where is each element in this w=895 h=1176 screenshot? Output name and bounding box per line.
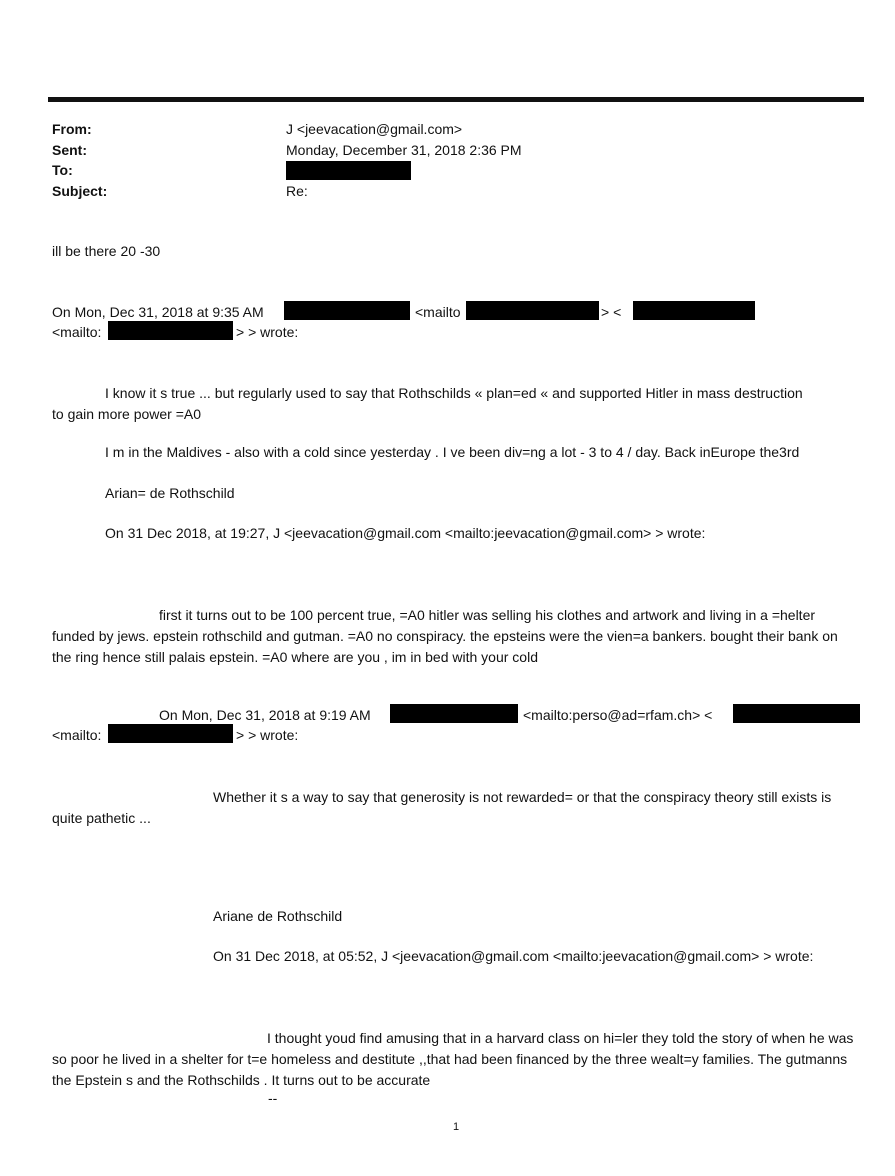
redaction <box>466 301 599 320</box>
page-number: 1 <box>453 1121 460 1133</box>
quote1-bracket: > < <box>601 304 622 320</box>
subject-label: Subject: <box>52 183 108 199</box>
signature-name: Ariane de Rothschild <box>213 908 343 924</box>
to-label: To: <box>52 162 73 178</box>
quote2-mailto: <mailto:perso@ad=rfam.ch> < <box>523 707 713 723</box>
paragraph: I m in the Maldives - also with a cold since yesterday . I ve been div=ng a lot - 3 to 4 / day. Back inEurope the3rd <box>105 444 800 460</box>
signature-dashes: -- <box>268 1090 278 1106</box>
from-label: From: <box>52 121 92 137</box>
quote2-wrote: > > wrote: <box>236 727 299 743</box>
redaction <box>108 724 233 743</box>
redaction <box>390 704 518 723</box>
quote1-intro: On Mon, Dec 31, 2018 at 9:35 AM <box>52 304 264 320</box>
quote1-mailto2: <mailto: <box>52 324 102 340</box>
quote1-mailto: <mailto <box>415 304 461 320</box>
subject-value: Re: <box>286 183 308 199</box>
sent-value: Monday, December 31, 2018 2:36 PM <box>286 142 522 158</box>
signature-name: Arian= de Rothschild <box>105 485 235 501</box>
quote-attribution: On 31 Dec 2018, at 19:27, J <jeevacation@gmail.com <mailto:jeevacation@gmail.com> > wrote: <box>105 525 706 541</box>
redaction <box>633 301 755 320</box>
reply-text: ill be there 20 -30 <box>52 243 161 259</box>
paragraph: Whether it s a way to say that generosity is not rewarded= or that the conspiracy theory still exists is quite pathetic ... <box>52 789 832 826</box>
quote2-intro: On Mon, Dec 31, 2018 at 9:19 AM <box>159 707 371 723</box>
quote-attribution: On 31 Dec 2018, at 05:52, J <jeevacation@gmail.com <mailto:jeevacation@gmail.com> > wrote: <box>213 948 814 964</box>
quote1-wrote: > > wrote: <box>236 324 299 340</box>
redaction <box>284 301 410 320</box>
from-value: J <jeevacation@gmail.com> <box>286 121 463 137</box>
paragraph: first it turns out to be 100 percent true, =A0 hitler was selling his clothes and artwork and living in a =helter funded by jews. epstein rothschild and gutman. =A0 no conspiracy. the epsteins were the vien=a bankers. bought their bank on the ring hence still palais epstein. =A0 where are you , im in bed with your cold <box>52 607 838 665</box>
sent-label: Sent: <box>52 142 87 158</box>
paragraph: I know it s true ... but regularly used to say that Rothschilds « plan=ed « and supported Hitler in mass destruction to gain more power =A0 <box>52 385 803 422</box>
quote2-mailto2: <mailto: <box>52 727 102 743</box>
to-redaction <box>286 161 411 180</box>
header-rule <box>48 97 864 102</box>
paragraph: I thought youd find amusing that in a harvard class on hi=ler they told the story of when he was so poor he lived in a shelter for t=e homeless and destitute ,,that had been financed by the three wealt=y families. The gutmanns the Epstein s and the Rothschilds . It turns out to be accurate <box>52 1030 854 1088</box>
redaction <box>733 704 860 723</box>
redaction <box>108 321 233 340</box>
